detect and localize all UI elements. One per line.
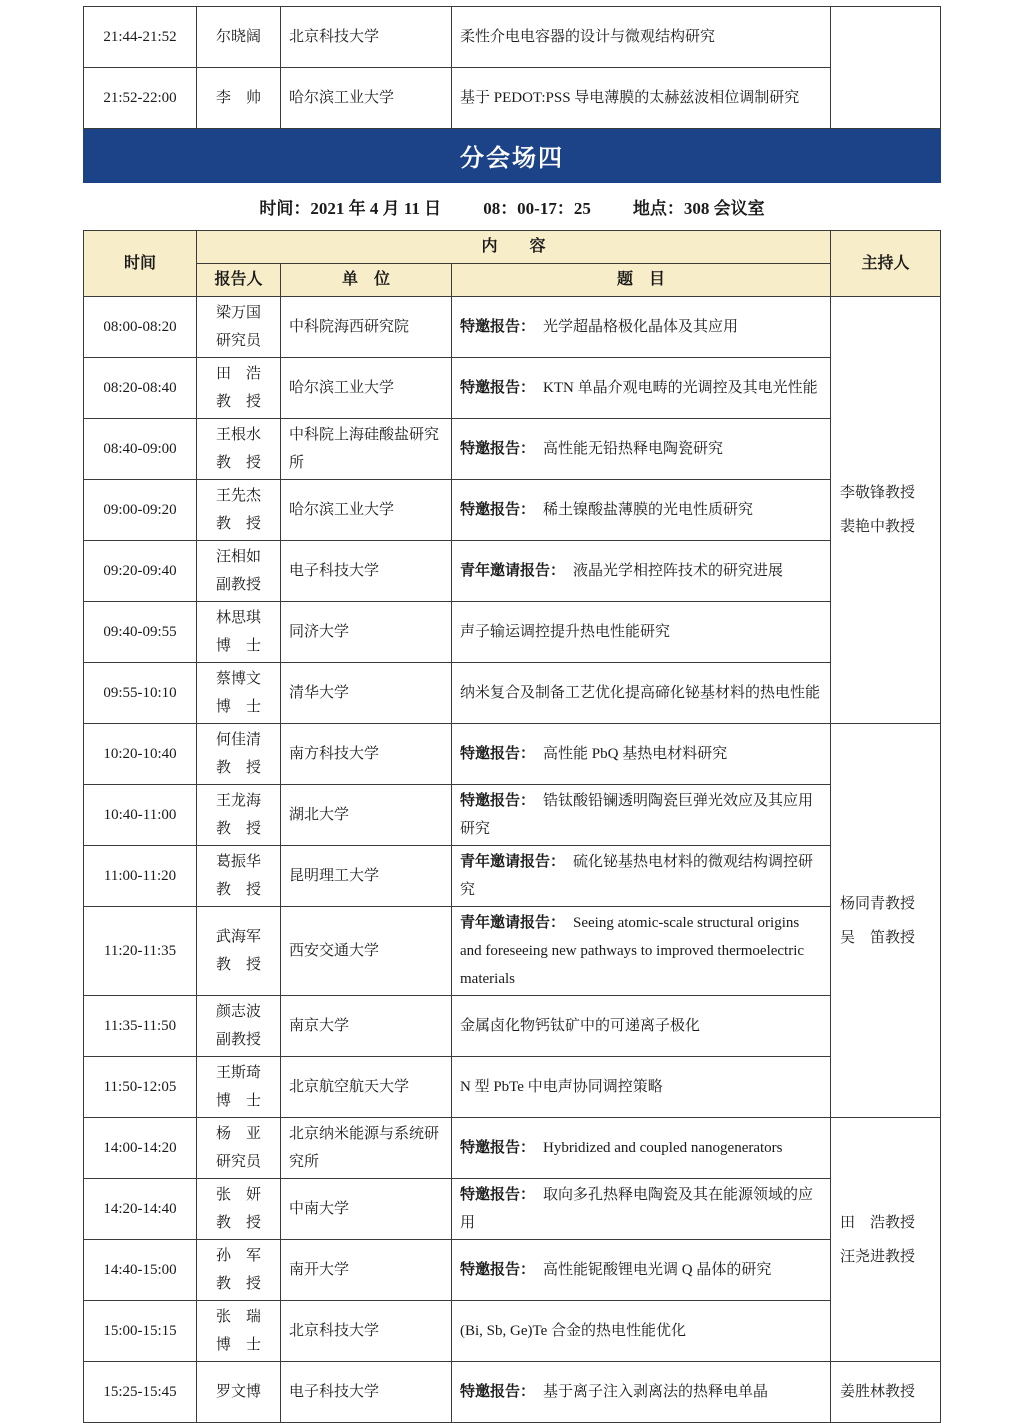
table-header-row-1 [84,231,941,264]
previous-session-table-fragment [83,6,941,129]
table-row [84,907,941,996]
table-row [84,1301,941,1362]
speaker-cell [197,541,281,602]
table-row [84,785,941,846]
speaker-title: 教 授 [215,393,261,410]
speaker-name: 武海军 [215,928,261,945]
table-row [84,1362,941,1423]
speaker-name: 张 妍 [215,1186,261,1203]
header-title: 题 目 [452,264,831,297]
talk-type-tag: 特邀报告： [460,318,536,335]
talk-title-text: 光学超晶格极化晶体及其应用 [543,319,739,335]
speaker-title: 教 授 [215,1214,261,1231]
table-row [84,1057,941,1118]
organization-cell: 昆明理工大学 [281,846,452,907]
chair-name: 李敬锋教授 [840,484,916,501]
speaker-name: 何佳清 [215,731,261,748]
chair-cell-empty [831,7,941,129]
session-date: 时间：2021 年 4 月 11 日 [259,199,442,218]
organization-cell: 中南大学 [281,1179,452,1240]
conference-program-sheet [83,6,941,1423]
table-row [84,358,941,419]
talk-type-tag: 青年邀请报告： [460,562,566,579]
speaker-name: 王根水 [215,426,261,443]
speaker-name: 蔡博文 [215,670,261,687]
table-row [84,1240,941,1301]
speaker-name: 田 浩 [215,365,261,382]
speaker-cell [197,1301,281,1362]
organization-cell: 哈尔滨工业大学 [281,480,452,541]
talk-title-text: N 型 PbTe 中电声协同调控策略 [460,1079,663,1095]
speaker-name: 尔晓阔 [215,28,261,45]
talk-title-cell [452,846,831,907]
organization-cell: 电子科技大学 [281,541,452,602]
talk-title-text: KTN 单晶介观电畴的光调控及其电光性能 [543,380,818,396]
speaker-title: 副教授 [215,1031,261,1048]
session-time-range: 08：00-17：25 [483,199,591,218]
speaker-cell [197,846,281,907]
session-banner-title: 分会场四 [83,129,941,183]
talk-type-tag: 特邀报告： [460,1383,536,1400]
time-cell: 14:40-15:00 [84,1240,197,1301]
talk-title-cell [452,1179,831,1240]
speaker-name: 颜志波 [215,1003,261,1020]
talk-title-text: 纳米复合及制备工艺优化提高碲化铋基材料的热电性能 [460,685,821,701]
talk-title-text: 基于离子注入剥离法的热释电单晶 [543,1384,769,1400]
table-row [84,1179,941,1240]
table-row [84,996,941,1057]
speaker-name: 林思琪 [215,609,261,626]
time-cell: 09:00-09:20 [84,480,197,541]
speaker-name: 李 帅 [215,89,261,106]
time-cell: 09:55-10:10 [84,663,197,724]
speaker-name: 罗文博 [215,1383,261,1400]
table-header-row-2 [84,264,941,297]
speaker-cell [197,1240,281,1301]
speaker-title: 教 授 [215,759,261,776]
speaker-name: 孙 军 [215,1247,261,1264]
speaker-title: 教 授 [215,956,261,973]
time-cell: 08:40-09:00 [84,419,197,480]
time-cell: 21:52-22:00 [84,68,197,129]
time-cell: 15:25-15:45 [84,1362,197,1423]
speaker-name: 葛振华 [215,853,261,870]
talk-type-tag: 青年邀请报告： [460,853,566,870]
talk-title-text: 稀土镍酸盐薄膜的光电性质研究 [543,502,754,518]
talk-title-cell [452,602,831,663]
organization-cell: 同济大学 [281,602,452,663]
talk-title-cell [452,1301,831,1362]
speaker-title: 教 授 [215,515,261,532]
talk-title-cell [452,663,831,724]
talk-type-tag: 青年邀请报告： [460,914,566,931]
speaker-cell [197,358,281,419]
table-row [84,724,941,785]
session-info-line [83,183,941,230]
organization-cell: 哈尔滨工业大学 [281,358,452,419]
chair-cell [831,297,941,724]
time-cell: 11:20-11:35 [84,907,197,996]
speaker-cell [197,1057,281,1118]
speaker-cell [197,297,281,358]
talk-title-text: 高性能 PbQ 基热电材料研究 [543,746,728,762]
talk-title-cell [452,1118,831,1179]
talk-title-cell [452,1057,831,1118]
talk-title-cell [452,297,831,358]
header-content: 内 容 [197,231,831,264]
table-row [84,541,941,602]
table-row [84,297,941,358]
talk-title-text: 取向多孔热释电陶瓷及其在能源领域的应用 [460,1187,814,1231]
chair-cell [831,1118,941,1362]
talk-type-tag: 特邀报告： [460,379,536,396]
speaker-title: 研究员 [215,332,261,349]
speaker-title: 博 士 [215,1092,261,1109]
header-chair: 主持人 [831,231,941,297]
speaker-name: 汪相如 [215,548,261,565]
speaker-cell [197,724,281,785]
time-cell: 08:20-08:40 [84,358,197,419]
speaker-name: 梁万国 [215,304,261,321]
table-row [84,602,941,663]
talk-title-text: 基于 PEDOT:PSS 导电薄膜的太赫兹波相位调制研究 [460,90,800,106]
talk-title-text: 硫化铋基热电材料的微观结构调控研究 [460,854,814,898]
header-speaker: 报告人 [197,264,281,297]
talk-title-cell [452,1240,831,1301]
speaker-title: 教 授 [215,820,261,837]
talk-title-text: 锆钛酸铅镧透明陶瓷巨弹光效应及其应用研究 [460,793,814,837]
speaker-cell [197,68,281,129]
table-row [84,846,941,907]
time-cell: 09:40-09:55 [84,602,197,663]
talk-type-tag: 特邀报告： [460,745,536,762]
talk-title-cell [452,419,831,480]
talk-title-text: (Bi, Sb, Ge)Te 合金的热电性能优化 [460,1323,687,1339]
speaker-cell [197,996,281,1057]
talk-type-tag: 特邀报告： [460,1261,536,1278]
speaker-title: 研究员 [215,1153,261,1170]
time-cell: 21:44-21:52 [84,7,197,68]
organization-cell: 北京科技大学 [281,1301,452,1362]
speaker-title: 博 士 [215,637,261,654]
talk-title-cell [452,996,831,1057]
organization-cell: 南京大学 [281,996,452,1057]
speaker-cell [197,1118,281,1179]
chair-name: 田 浩教授 [840,1213,916,1231]
chair-cell [831,724,941,1118]
speaker-name: 杨 亚 [215,1125,261,1142]
speaker-title: 教 授 [215,1275,261,1292]
talk-type-tag: 特邀报告： [460,501,536,518]
speaker-title: 教 授 [215,881,261,898]
speaker-title: 副教授 [215,576,261,593]
table-row [84,663,941,724]
time-cell: 11:35-11:50 [84,996,197,1057]
speaker-cell [197,602,281,663]
time-cell: 11:00-11:20 [84,846,197,907]
speaker-title: 博 士 [215,1336,261,1353]
speaker-name: 王龙海 [215,792,261,809]
time-cell: 09:20-09:40 [84,541,197,602]
talk-type-tag: 特邀报告： [460,1186,536,1203]
speaker-title: 博 士 [215,698,261,715]
talk-type-tag: 特邀报告： [460,1139,536,1156]
chair-name: 姜胜林教授 [840,1383,916,1400]
table-row [84,480,941,541]
speaker-cell [197,663,281,724]
talk-title-cell [452,541,831,602]
speaker-cell [197,419,281,480]
speaker-cell [197,480,281,541]
organization-cell: 中科院海西研究院 [281,297,452,358]
talk-title-cell [452,480,831,541]
talk-title-cell [452,724,831,785]
talk-title-text: 液晶光学相控阵技术的研究进展 [573,563,784,579]
time-cell: 08:00-08:20 [84,297,197,358]
organization-cell: 北京纳米能源与系统研究所 [281,1118,452,1179]
organization-cell: 清华大学 [281,663,452,724]
talk-title-cell [452,785,831,846]
time-cell: 11:50-12:05 [84,1057,197,1118]
header-org: 单 位 [281,264,452,297]
organization-cell: 北京科技大学 [281,7,452,68]
talk-title-text: 金属卤化物钙钛矿中的可递离子极化 [460,1018,701,1034]
table-row [84,68,941,129]
speaker-name: 王斯琦 [215,1064,261,1081]
talk-title-cell [452,907,831,996]
organization-cell: 北京航空航天大学 [281,1057,452,1118]
speaker-name: 王先杰 [215,487,261,504]
talk-title-text: 高性能无铅热释电陶瓷研究 [543,441,724,457]
time-cell: 10:40-11:00 [84,785,197,846]
speaker-cell [197,1362,281,1423]
time-cell: 10:20-10:40 [84,724,197,785]
time-cell: 14:20-14:40 [84,1179,197,1240]
chair-name: 汪尧进教授 [840,1247,916,1265]
speaker-name: 张 瑞 [215,1308,261,1325]
organization-cell: 南开大学 [281,1240,452,1301]
speaker-cell [197,785,281,846]
organization-cell: 南方科技大学 [281,724,452,785]
chair-name: 裴艳中教授 [840,518,916,535]
chair-cell [831,1362,941,1423]
talk-type-tag: 特邀报告： [460,792,536,809]
talk-title-cell [452,1362,831,1423]
talk-type-tag: 特邀报告： [460,440,536,457]
talk-title-text: 柔性介电电容器的设计与微观结构研究 [460,29,716,45]
talk-title-cell [452,68,831,129]
table-row [84,1118,941,1179]
talk-title-text: Seeing atomic-scale structural origins and foreseeing new pathways to improved thermoelectric materials [460,915,805,987]
time-cell: 15:00-15:15 [84,1301,197,1362]
talk-title-text: 高性能铌酸锂电光调 Q 晶体的研究 [543,1262,772,1278]
organization-cell: 湖北大学 [281,785,452,846]
chair-name: 吴 笛教授 [840,928,916,946]
speaker-title: 教 授 [215,454,261,471]
talk-title-text: 声子输运调控提升热电性能研究 [460,624,671,640]
program-table [83,230,941,1423]
session-location: 地点：308 会议室 [632,199,765,218]
talk-title-text: Hybridized and coupled nanogenerators [543,1140,783,1156]
organization-cell: 中科院上海硅酸盐研究所 [281,419,452,480]
speaker-cell [197,1179,281,1240]
speaker-cell [197,7,281,68]
organization-cell: 电子科技大学 [281,1362,452,1423]
speaker-cell [197,907,281,996]
talk-title-cell [452,358,831,419]
table-row [84,419,941,480]
organization-cell: 哈尔滨工业大学 [281,68,452,129]
talk-title-cell [452,7,831,68]
organization-cell: 西安交通大学 [281,907,452,996]
table-row [84,7,941,68]
chair-name: 杨同青教授 [840,894,916,912]
time-cell: 14:00-14:20 [84,1118,197,1179]
header-time: 时间 [84,231,197,297]
